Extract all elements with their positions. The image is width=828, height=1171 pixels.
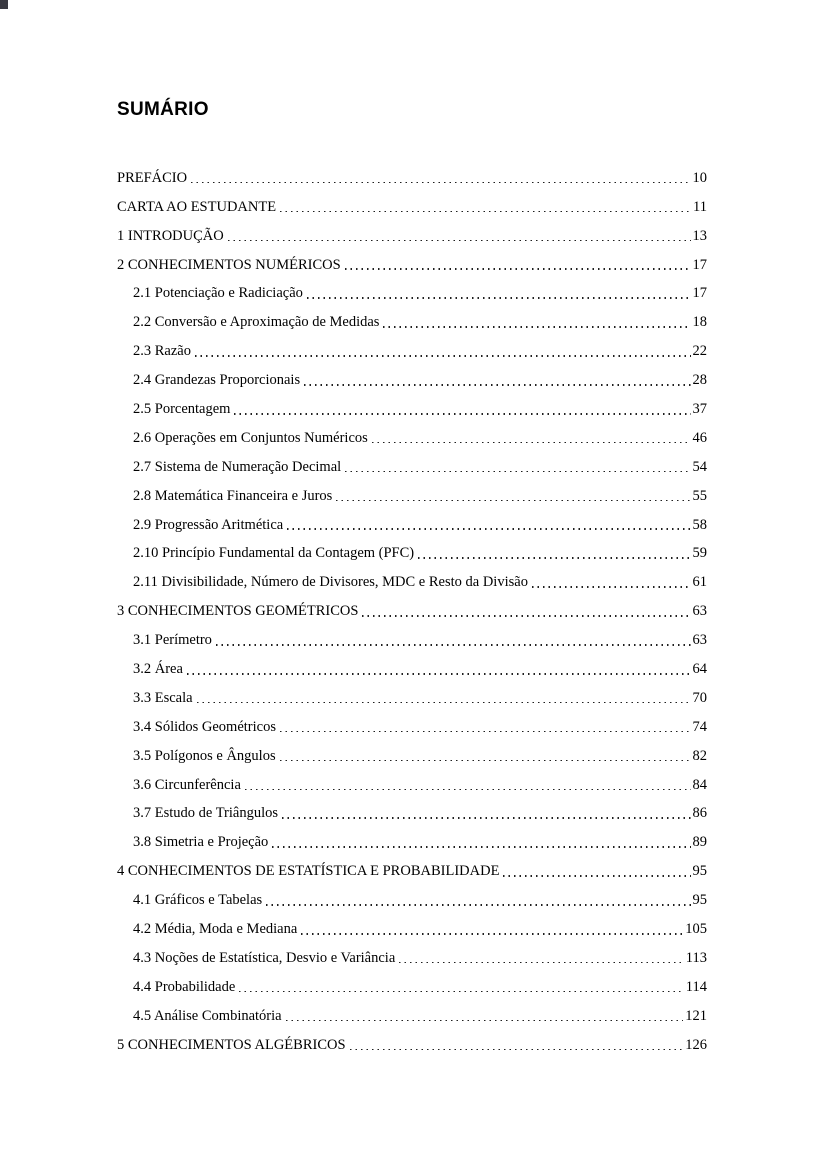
toc-entry-label: 2.6 Operações em Conjuntos Numéricos — [133, 429, 368, 446]
dot-leader — [345, 268, 691, 270]
dot-leader — [307, 297, 691, 299]
toc-entry-page: 74 — [692, 718, 707, 735]
toc-entry[interactable] — [117, 851, 707, 880]
toc-entry-page: 89 — [692, 834, 707, 851]
dot-leader — [503, 875, 690, 877]
toc-entry-page: 17 — [692, 285, 707, 302]
toc-entry-label: 4.2 Média, Moda e Mediana — [133, 921, 298, 938]
toc-entry-page: 28 — [692, 372, 707, 389]
dot-leader — [266, 904, 690, 906]
toc-entry-page: 82 — [692, 747, 707, 764]
dot-leader — [336, 500, 690, 502]
dot-leader — [282, 817, 690, 819]
toc-entry-page: 17 — [692, 256, 707, 273]
toc-entry-label: 3.5 Polígonos e Ângulos — [133, 747, 276, 764]
toc-entry-label: 3.1 Perímetro — [133, 632, 212, 649]
toc-entry-label: 3.8 Simetria e Projeção — [133, 834, 269, 851]
toc-entry[interactable] — [117, 938, 707, 967]
toc-entry[interactable] — [117, 505, 707, 534]
toc-entry-label: 2.9 Progressão Aritmética — [133, 516, 284, 533]
toc-entry-page: 121 — [685, 1007, 707, 1024]
toc-entry[interactable] — [117, 620, 707, 649]
toc-entry-label: CARTA AO ESTUDANTE — [117, 198, 277, 215]
toc-entry[interactable] — [117, 534, 707, 563]
toc-entry-label: 4.4 Probabilidade — [133, 978, 236, 995]
toc-entry-page: 84 — [692, 776, 707, 793]
toc-entry[interactable] — [117, 476, 707, 505]
toc-entry[interactable] — [117, 649, 707, 678]
toc-entry[interactable] — [117, 158, 707, 187]
dot-leader — [228, 240, 691, 242]
toc-entry[interactable] — [117, 678, 707, 707]
page-title: SUMÁRIO — [117, 99, 209, 120]
dot-leader — [191, 182, 690, 184]
dot-leader — [372, 442, 691, 444]
toc-entry[interactable] — [117, 967, 707, 996]
dot-leader — [350, 1049, 684, 1051]
toc-entry-label: 2.1 Potenciação e Radiciação — [133, 285, 303, 302]
toc-entry[interactable] — [117, 909, 707, 938]
toc-entry[interactable] — [117, 794, 707, 823]
toc-entry-label: PREFÁCIO — [117, 169, 188, 186]
table-of-contents — [117, 158, 707, 1054]
toc-entry-page: 126 — [685, 1036, 707, 1053]
toc-entry[interactable] — [117, 591, 707, 620]
toc-entry-label: 3.2 Área — [133, 661, 183, 678]
dot-leader — [216, 644, 691, 646]
dot-leader — [532, 586, 691, 588]
toc-entry-page: 105 — [685, 921, 707, 938]
toc-entry-label: 3.7 Estudo de Triângulos — [133, 805, 279, 822]
dot-leader — [195, 355, 691, 357]
toc-entry-page: 58 — [692, 516, 707, 533]
toc-entry[interactable] — [117, 707, 707, 736]
dot-leader — [280, 760, 691, 762]
toc-entry[interactable] — [117, 216, 707, 245]
dot-leader — [362, 615, 690, 617]
toc-entry-label: 3.3 Escala — [133, 689, 193, 706]
toc-entry-label: 5 CONHECIMENTOS ALGÉBRICOS — [117, 1036, 346, 1053]
toc-entry[interactable] — [117, 331, 707, 360]
corner-artifact — [0, 0, 8, 9]
toc-entry-page: 86 — [692, 805, 707, 822]
dot-leader — [418, 557, 690, 559]
dot-leader — [345, 471, 690, 473]
dot-leader — [245, 789, 691, 791]
toc-entry[interactable] — [117, 1025, 707, 1054]
toc-entry-label: 2.10 Princípio Fundamental da Contagem (PFC) — [133, 545, 415, 562]
dot-leader — [187, 673, 691, 675]
toc-entry[interactable] — [117, 274, 707, 303]
toc-entry-label: 4.1 Gráficos e Tabelas — [133, 892, 263, 909]
toc-entry-label: 3.6 Circunferência — [133, 776, 241, 793]
toc-entry[interactable] — [117, 418, 707, 447]
toc-entry[interactable] — [117, 447, 707, 476]
toc-entry-page: 54 — [692, 458, 707, 475]
toc-entry-label: 3.4 Sólidos Geométricos — [133, 718, 276, 735]
toc-entry-page: 63 — [692, 632, 707, 649]
toc-entry-label: 2 CONHECIMENTOS NUMÉRICOS — [117, 256, 341, 273]
toc-entry-label: 3 CONHECIMENTOS GEOMÉTRICOS — [117, 603, 359, 620]
toc-entry[interactable] — [117, 822, 707, 851]
toc-entry-page: 10 — [692, 169, 707, 186]
toc-entry-label: 2.2 Conversão e Aproximação de Medidas — [133, 314, 380, 331]
toc-entry[interactable] — [117, 245, 707, 274]
toc-entry[interactable] — [117, 880, 707, 909]
toc-entry-label: 1 INTRODUÇÃO — [117, 227, 224, 244]
toc-entry-page: 55 — [692, 487, 707, 504]
toc-entry-page: 95 — [692, 863, 707, 880]
toc-entry-label: 2.5 Porcentagem — [133, 401, 231, 418]
toc-entry-page: 59 — [692, 545, 707, 562]
toc-entry-label: 4.5 Análise Combinatória — [133, 1007, 282, 1024]
dot-leader — [383, 326, 690, 328]
dot-leader — [301, 933, 683, 935]
dot-leader — [286, 1020, 684, 1022]
toc-entry[interactable] — [117, 996, 707, 1025]
toc-entry-page: 46 — [692, 429, 707, 446]
toc-entry-label: 2.11 Divisibilidade, Número de Divisores, MDC e Resto da Divisão — [133, 574, 528, 591]
toc-entry-page: 37 — [692, 401, 707, 418]
toc-entry-page: 70 — [692, 689, 707, 706]
document-page — [117, 98, 707, 1054]
toc-entry-label: 2.7 Sistema de Numeração Decimal — [133, 458, 342, 475]
dot-leader — [280, 211, 691, 213]
toc-entry-page: 63 — [692, 603, 707, 620]
toc-entry-page: 22 — [692, 343, 707, 360]
toc-entry[interactable] — [117, 360, 707, 389]
toc-entry-page: 13 — [692, 227, 707, 244]
toc-entry[interactable] — [117, 389, 707, 418]
toc-entry-page: 11 — [693, 198, 707, 215]
toc-entry-page: 95 — [692, 892, 707, 909]
toc-entry[interactable] — [117, 765, 707, 794]
dot-leader — [304, 384, 690, 386]
dot-leader — [287, 528, 690, 530]
toc-entry-page: 61 — [692, 574, 707, 591]
dot-leader — [239, 991, 683, 993]
dot-leader — [399, 962, 684, 964]
dot-leader — [272, 846, 690, 848]
toc-entry-label: 2.4 Grandezas Proporcionais — [133, 372, 301, 389]
toc-entry[interactable] — [117, 302, 707, 331]
toc-entry-page: 113 — [685, 949, 707, 966]
toc-entry-label: 4 CONHECIMENTOS DE ESTATÍSTICA E PROBABILIDADE — [117, 863, 500, 880]
toc-entry-label: 2.8 Matemática Financeira e Juros — [133, 487, 333, 504]
toc-entry[interactable] — [117, 562, 707, 591]
dot-leader — [280, 731, 691, 733]
dot-leader — [197, 702, 691, 704]
toc-entry-label: 2.3 Razão — [133, 343, 191, 360]
toc-entry-page: 18 — [692, 314, 707, 331]
dot-leader — [234, 413, 690, 415]
toc-entry-page: 64 — [692, 661, 707, 678]
toc-entry[interactable] — [117, 736, 707, 765]
toc-entry[interactable] — [117, 187, 707, 216]
toc-entry-label: 4.3 Noções de Estatística, Desvio e Variância — [133, 949, 396, 966]
toc-entry-page: 114 — [685, 978, 707, 995]
